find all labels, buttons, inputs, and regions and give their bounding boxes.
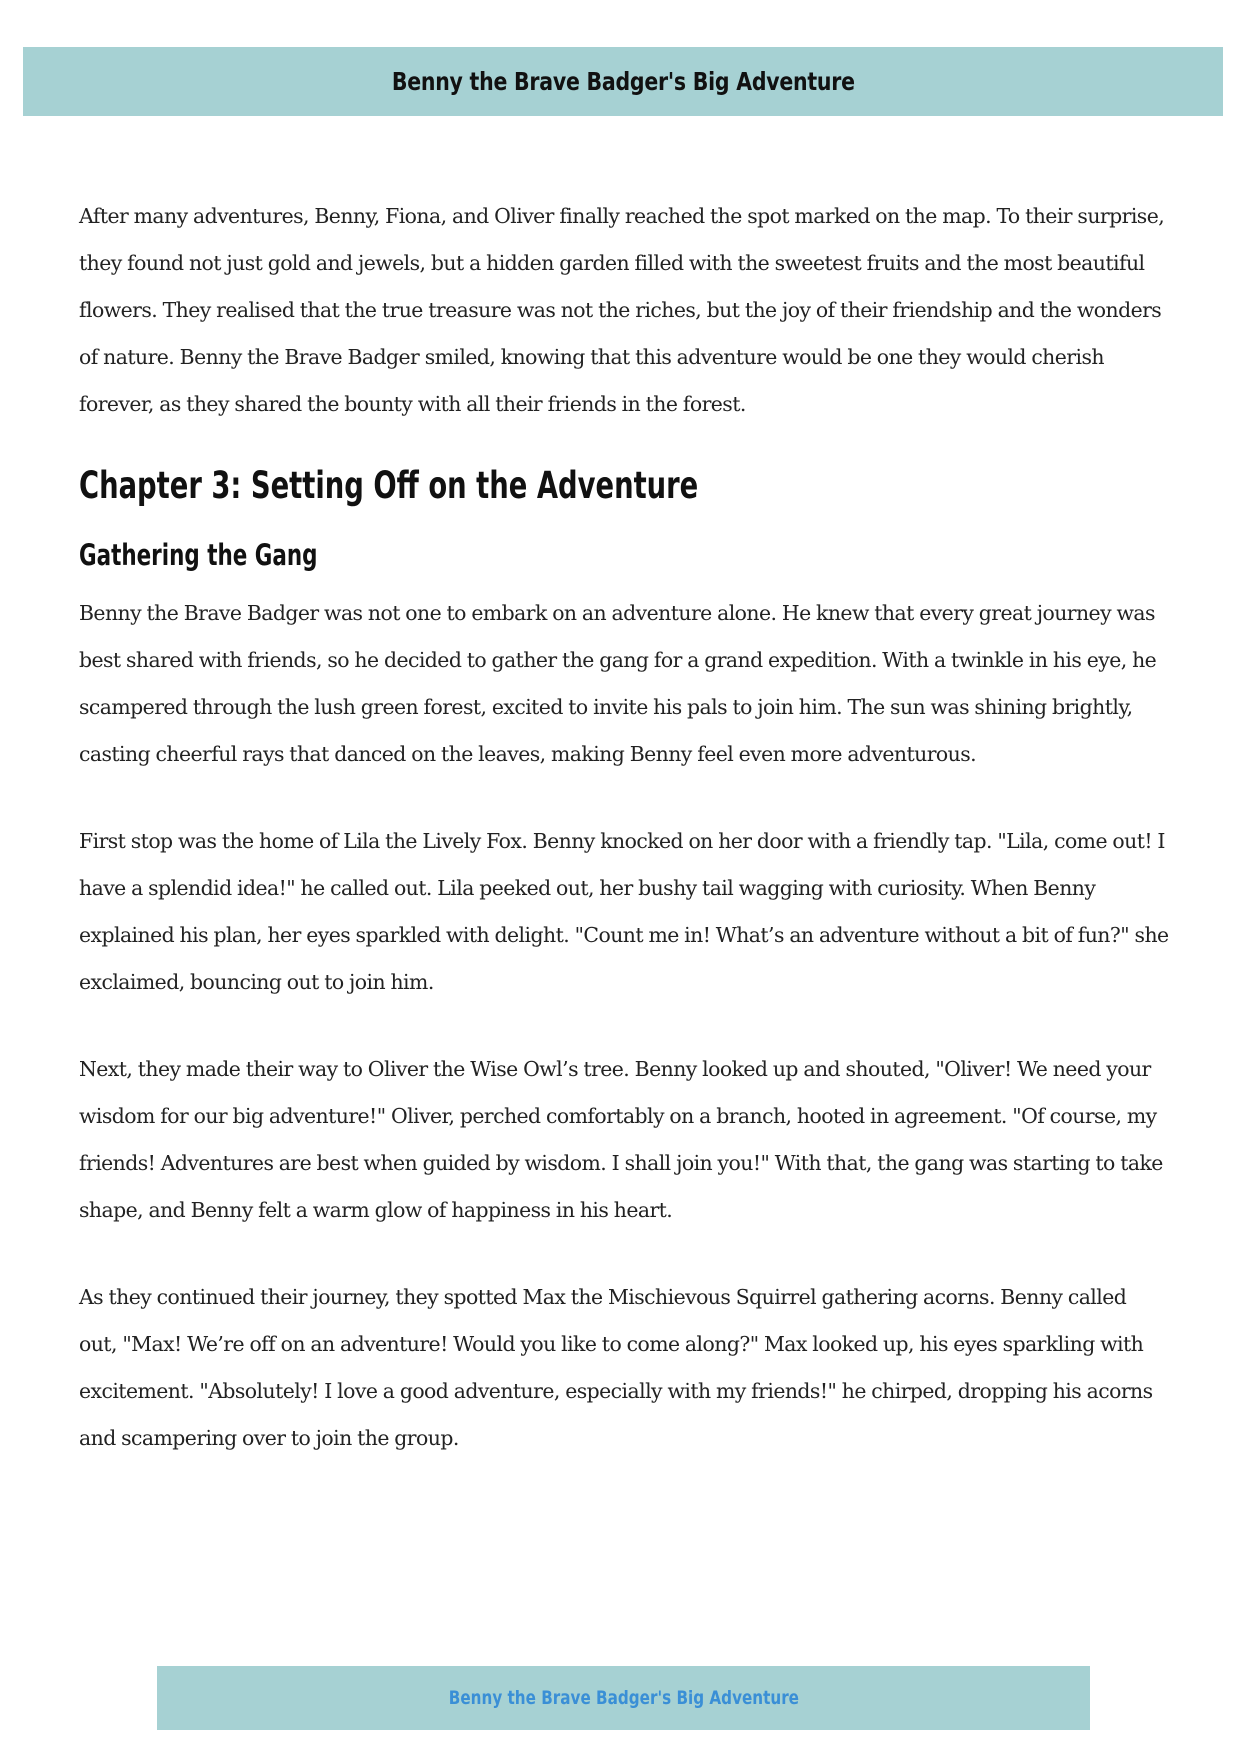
body-paragraph: First stop was the home of Lila the Lively Fox. Benny knocked on her door with a friendly tap. "Lila, come out! I have a splendid idea!" he called out. Lila peeked out, her bushy tail wagging with curiosity. When Benny explained his plan, her eyes sparkled with delight. "Count me in! What’s an adventure without a bit of fun?" she exclaimed, bouncing out to join him. xyxy=(79,829,1169,994)
intro-paragraph: After many adventures, Benny, Fiona, and Oliver finally reached the spot marked on the map. To their surprise, they found not just gold and jewels, but a hidden garden filled with the sweetest fruits and the most beautiful flowers. They realised that the true treasure was not the riches, but the joy of their friendship and the wonders of nature. Benny the Brave Badger smiled, knowing that this adventure would be one they would cherish forever, as they shared the bounty with all their friends in the forest. xyxy=(79,204,1165,416)
header-title: Benny the Brave Badger's Big Adventure xyxy=(391,67,855,96)
chapter-title: Chapter 3: Setting Off on the Adventure xyxy=(79,464,699,507)
header-banner xyxy=(23,47,1223,116)
body-paragraph: As they continued their journey, they spotted Max the Mischievous Squirrel gathering acorns. Benny called out, "Max! We’re off on an adventure! Would you like to come along?" Max looked up, his eyes sparkling with excitement. "Absolutely! I love a good adventure, especially with my friends!" he chirped, dropping his acorns and scampering over to join the group. xyxy=(79,1285,1153,1450)
footer-title: Benny the Brave Badger's Big Adventure xyxy=(448,1687,799,1709)
section-title: Gathering the Gang xyxy=(79,538,318,572)
body-paragraph: Benny the Brave Badger was not one to embark on an adventure alone. He knew that every great journey was best shared with friends, so he decided to gather the gang for a grand expedition. With a twinkle in his eye, he scampered through the lush green forest, excited to invite his pals to join him. The sun was shining brightly, casting cheerful rays that danced on the leaves, making Benny feel even more adventurous. xyxy=(79,601,1157,766)
main-content xyxy=(79,193,1169,1462)
footer-banner xyxy=(157,1666,1090,1730)
body-paragraph: Next, they made their way to Oliver the Wise Owl’s tree. Benny looked up and shouted, "Oliver! We need your wisdom for our big adventure!" Oliver, perched comfortably on a branch, hooted in agreement. "Of course, my friends! Adventures are best when guided by wisdom. I shall join you!" With that, the gang was starting to take shape, and Benny felt a warm glow of happiness in his heart. xyxy=(79,1057,1163,1222)
